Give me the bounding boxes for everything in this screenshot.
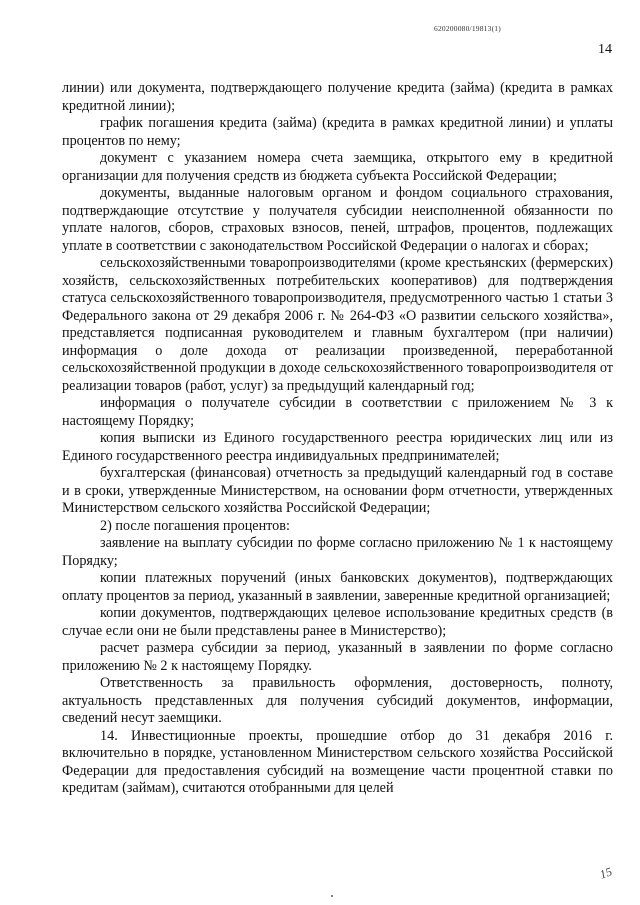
paragraph: копии документов, подтверждающих целевое использование кредитных средств (в случае если они не были представлены ранее в Министерство); — [62, 605, 613, 639]
paragraph: документ с указанием номера счета заемщика, открытого ему в кредитной организации для получения средств из бюджета субъекта Российской Федерации; — [62, 150, 613, 184]
paragraph: линии) или документа, подтверждающего получение кредита (займа) (кредита в рамках кредитной линии); — [62, 80, 613, 114]
paragraph: 2) после погашения процентов: — [100, 517, 290, 534]
handwritten-sheet-number: 15 — [597, 864, 614, 882]
paragraph: Ответственность за правильность оформления, достоверность, полноту, актуальность представленных для получения субсидий документов, информации, сведений несут заемщики. — [62, 675, 613, 726]
paragraph: 14. Инвестиционные проекты, прошедшие отбор до 31 декабря 2016 г. включительно в порядке, установленном Министерством сельского хозяйства Российской Федерации для предоставления субсидий на возмещение части процентной ставки по кредитам (займам), считаются отобранными для целей — [62, 727, 613, 796]
paragraph: сельскохозяйственными товаропроизводителями (кроме крестьянских (фермерских) хозяйств, сельскохозяйственных потребительских кооперативов) для подтверждения статуса сельскохозяйственного товаропроизводителя, предусмотренного частью 1 статьи 3 Федерального закона от 29 декабря 2006 г. № 264-ФЗ «О развитии сельского хозяйства», представляется подписанная руководителем и главным бухгалтером (при наличии) информация о доле дохода от реализации произведенной, переработанной сельскохозяйственной продукции в доходе сельскохозяйственного товаропроизводителя от реализации товаров (работ, услуг) за предыдущий календарный год; — [62, 255, 613, 394]
paragraph: документы, выданные налоговым органом и фондом социального страхования, подтверждающие отсутствие у получателя субсидии неисполненной обязанности по уплате налогов, сборов, страховых взносов, пеней, штрафов, процентов, подлежащих уплате в соответствии с законодательством Российской Федерации о налогах и сборах; — [62, 185, 613, 254]
page-number: 14 — [598, 42, 612, 57]
paragraph: информация о получателе субсидии в соответствии с приложением № 3 к настоящему Порядку; — [62, 395, 613, 429]
document-id: 620200080/19813(1) — [434, 24, 501, 33]
scan-speck — [331, 895, 333, 897]
paragraph: копия выписки из Единого государственного реестра юридических лиц или из Единого государственного реестра индивидуальных предпринимателей; — [62, 430, 613, 464]
paragraph: расчет размера субсидии за период, указанный в заявлении по форме согласно приложению № 2 к настоящему Порядку. — [62, 640, 613, 674]
paragraph: график погашения кредита (займа) (кредита в рамках кредитной линии) и уплаты процентов по нему; — [62, 115, 613, 149]
paragraph: бухгалтерская (финансовая) отчетность за предыдущий календарный год в составе и в сроки, утвержденные Министерством, на основании форм отчетности, утвержденных Министерством сельского хозяйства Российской Федерации; — [62, 465, 613, 516]
paragraph: заявление на выплату субсидии по форме согласно приложению № 1 к настоящему Порядку; — [62, 535, 613, 569]
paragraph: копии платежных поручений (иных банковских документов), подтверждающих оплату процентов за период, указанный в заявлении, заверенные кредитной организацией; — [62, 570, 613, 604]
document-body — [62, 80, 613, 798]
